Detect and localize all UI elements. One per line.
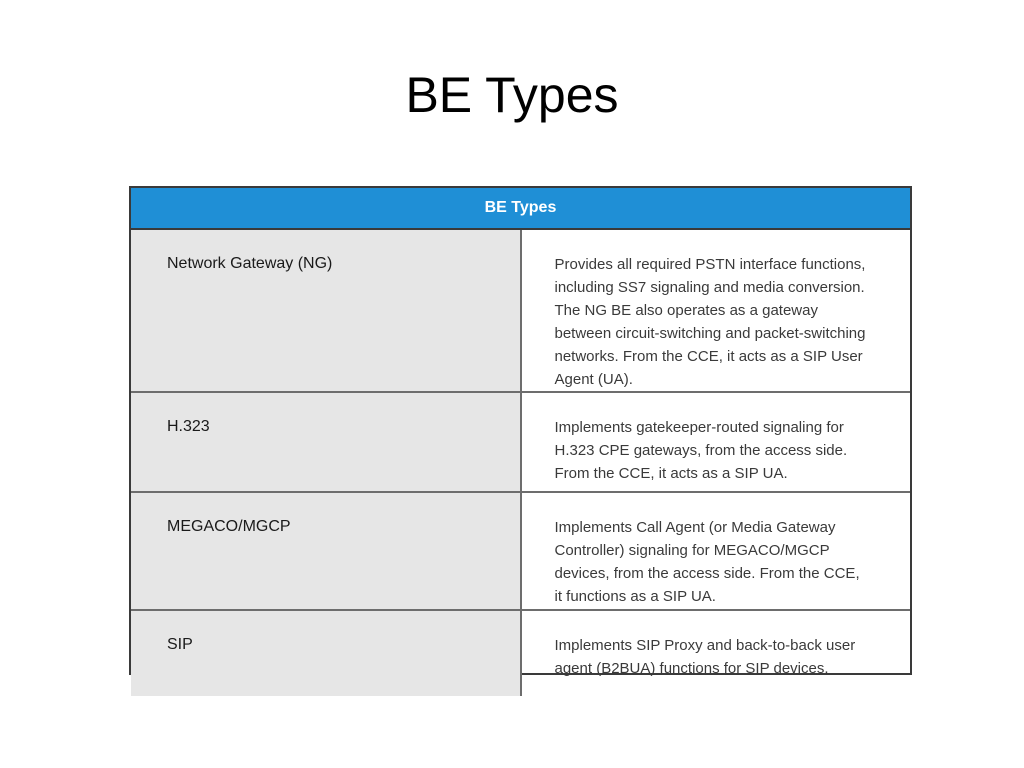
be-type-description: Implements SIP Proxy and back-to-back user agent (B2BUA) functions for SIP devices. <box>521 610 911 696</box>
table-header-row <box>131 188 910 229</box>
table-row <box>131 229 910 392</box>
be-type-name: SIP <box>131 610 521 696</box>
be-type-description: Provides all required PSTN interface functions, including SS7 signaling and media conversion. The NG BE also operates as a gateway between circuit-switching and packet-switching networks. From the CCE, it acts as a SIP User Agent (UA). <box>554 256 866 388</box>
slide-title: BE Types <box>405 67 619 123</box>
be-type-description: Implements gatekeeper-routed signaling for H.323 CPE gateways, from the access side. From the CCE, it acts as a SIP UA. <box>521 392 911 492</box>
table-row <box>131 492 910 610</box>
be-type-name: Network Gateway (NG) <box>131 229 521 392</box>
be-type-name: H.323 <box>131 392 521 492</box>
table-row <box>131 392 910 492</box>
be-types-table-frame <box>129 186 912 675</box>
table-header: BE Types <box>131 188 910 229</box>
be-type-description: Implements Call Agent (or Media Gateway Controller) signaling for MEGACO/MGCP devices, from the access side. From the CCE, it functions as a SIP UA. <box>521 492 911 610</box>
be-types-table <box>131 188 910 696</box>
table-row <box>131 610 910 696</box>
be-type-name: MEGACO/MGCP <box>131 492 521 610</box>
